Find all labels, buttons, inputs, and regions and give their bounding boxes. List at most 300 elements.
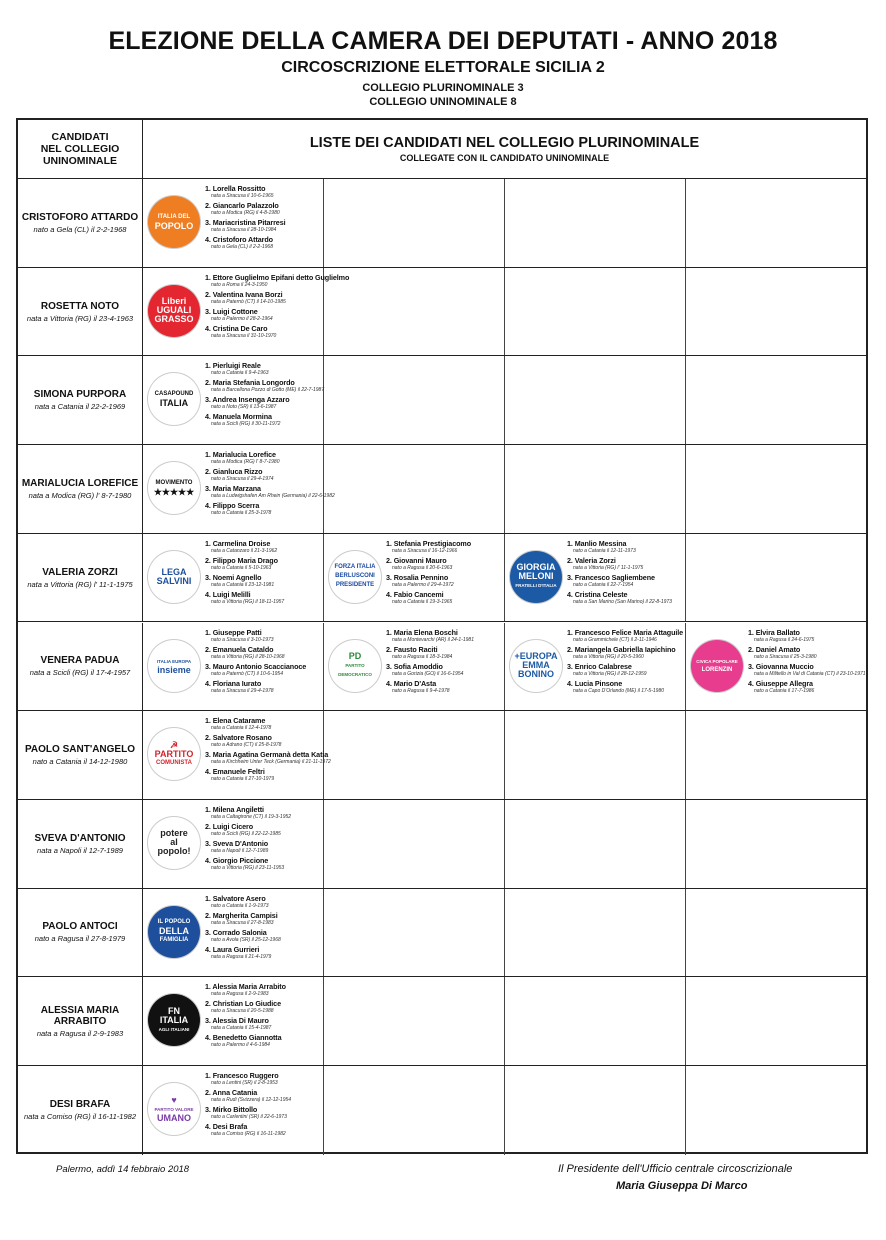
list-candidate-name: 2. Luigi Cicero <box>205 821 254 831</box>
list-cell <box>505 1066 686 1155</box>
list-candidate-birth: nato a Palermo il 4-6-1984 <box>211 1042 270 1049</box>
list-candidate-name: 1. Giuseppe Patti <box>205 627 262 637</box>
logo-text: DELLA <box>159 926 189 937</box>
list-candidate-birth: nata a Scicli (RG) il 30-11-1972 <box>211 421 281 428</box>
list-candidate-birth: nato a Ragusa il 20-6-1963 <box>392 564 453 571</box>
list-candidates <box>205 629 323 697</box>
list-candidate-name: 2. Margherita Campisi <box>205 910 278 920</box>
list-candidate-name: 1. Lorella Rossitto <box>205 184 266 193</box>
list-candidates <box>205 450 335 519</box>
list-candidates <box>567 540 685 608</box>
list-candidate-name: 3. Maria Agatina Germanà detta Katia <box>205 750 329 760</box>
list-candidate-birth: nato a Catania il 17-7-1986 <box>754 687 815 694</box>
list-candidate-birth: nato a Lentini (SR) il 2-8-1953 <box>211 1080 278 1086</box>
logo-text: GIORGIA <box>516 562 556 573</box>
candidate-name: ROSETTA NOTO <box>40 300 120 312</box>
candidate-row <box>18 889 866 978</box>
candidate-birth: nata a Ragusa il 2-9-1983 <box>36 1028 124 1038</box>
candidate-row <box>18 268 866 357</box>
list-candidate-name: 4. Cristoforo Attardo <box>205 235 273 244</box>
list-candidate-name: 1. Carmelina Droise <box>205 538 271 548</box>
list-candidate-name: 1. Salvatore Asero <box>205 893 266 903</box>
collegio-plurinominale: COLLEGIO PLURINOMINALE 3 <box>362 82 524 94</box>
candidate-name: SIMONA PURPORA <box>33 389 127 401</box>
logo-text: CIVICA POPOLARE <box>696 658 738 664</box>
list-cell <box>686 356 866 444</box>
list-candidate-birth: nata a Vittoria (RG) l' 11-1-1975 <box>573 564 644 571</box>
list-cell <box>505 623 686 711</box>
list-candidate-name: 2. Daniel Amato <box>748 644 801 654</box>
list-candidate-name: 3. Alessia Di Mauro <box>205 1016 269 1026</box>
casapound-logo <box>148 373 200 425</box>
list-candidate-birth: nata a Catania il 23-12-1981 <box>211 581 275 588</box>
list-candidates <box>386 540 504 608</box>
list-candidates <box>567 629 685 697</box>
candidate-birth: nata a Vittoria (RG) l' 11-1-1975 <box>27 579 133 589</box>
list-candidate-name: 2. Giancarlo Palazzolo <box>205 201 279 210</box>
list-candidate-birth: nata a Siracusa il 28-10-1984 <box>211 227 277 233</box>
collegio-uninominale: COLLEGIO UNINOMINALE 8 <box>369 96 517 108</box>
candidate-cell <box>18 356 143 444</box>
logo-text: PARTITO DEMOCRATICO <box>338 663 372 677</box>
logo-text: BERLUSCONI <box>335 573 375 580</box>
list-cell <box>686 711 866 799</box>
list-candidate-birth: nato a Vittoria (RG) il 28-12-1959 <box>573 670 647 677</box>
list-candidate-birth: nata a Gorizia (GO) il 16-6-1954 <box>392 670 464 677</box>
list-candidate-birth: nata a Siracusa il 10-6-1965 <box>211 193 274 199</box>
candidate-name: SVEVA D'ANTONIO <box>34 832 126 844</box>
logo-text: PARTITO <box>154 748 194 759</box>
list-candidate-birth: nata a Catania il 15-4-1987 <box>211 1025 272 1032</box>
list-candidate-name: 3. Corrado Salonia <box>205 927 267 937</box>
candidate-name: PAOLO ANTOCI <box>42 921 118 933</box>
list-candidate-birth: nato a Modica (RG) il 4-8-1980 <box>211 210 280 216</box>
list-candidate-name: 4. Filippo Scerra <box>205 501 260 511</box>
list-candidate-name: 3. Giovanna Muccio <box>748 661 814 671</box>
list-candidate-name: 4. Luigi Melilli <box>205 589 251 599</box>
partito-comunista-logo <box>148 728 200 780</box>
candidate-row <box>18 179 866 268</box>
list-candidate-birth: nato a Siracusa il 25-3-1980 <box>754 653 817 660</box>
piu-europa-logo <box>510 640 562 692</box>
list-candidate-birth: nato a Gela (CL) il 2-2-1968 <box>211 244 273 250</box>
document-title: ELEZIONE DELLA CAMERA DEI DEPUTATI - ANNO 2018 <box>108 27 778 55</box>
list-cell <box>143 711 331 799</box>
candidate-row <box>18 711 866 800</box>
list-candidate-name: 3. Andrea Insenga Azzaro <box>205 395 290 405</box>
candidate-name: DESI BRAFA <box>49 1099 111 1111</box>
candidate-birth: nata a Catania il 22-2-1969 <box>34 402 126 412</box>
ballot-table <box>16 118 868 1154</box>
logo-text: al <box>170 837 178 848</box>
list-candidate-name: 4. Benedetto Giannotta <box>205 1033 282 1043</box>
logo-text: COMUNISTA <box>156 759 192 766</box>
list-candidate-birth: nato a Vittoria (RG) il 18-11-1957 <box>211 598 285 605</box>
logo-text: UGUALI <box>156 305 192 316</box>
candidate-row <box>18 1066 866 1155</box>
logo-text: FN <box>168 1005 180 1016</box>
list-candidate-birth: nato a Paternò (CT) il 10-6-1954 <box>211 670 283 677</box>
logo-text: SALVINI <box>156 575 192 586</box>
list-candidate-name: 1. Alessia Maria Arrabito <box>205 982 286 992</box>
list-cell <box>505 268 686 356</box>
list-cell <box>143 268 350 356</box>
list-cell <box>686 445 866 533</box>
list-candidate-birth: nata a Paternò (CT) il 14-10-1985 <box>211 298 286 305</box>
list-cell <box>324 977 505 1065</box>
lega-salvini-logo <box>148 551 200 603</box>
logo-text: MELONI <box>518 571 554 582</box>
list-cell <box>686 623 866 711</box>
candidate-birth: nata a Scicli (RG) il 17-4-1957 <box>29 668 131 678</box>
list-cell <box>324 534 505 622</box>
list-cell <box>324 711 505 799</box>
list-cell <box>324 623 505 711</box>
list-cell <box>143 445 335 533</box>
list-candidates <box>205 272 350 342</box>
list-candidate-name: 3. Mariacristina Pitarresi <box>205 218 286 227</box>
logo-text: IL POPOLO <box>157 919 191 926</box>
italia-agli-italiani-logo <box>148 994 200 1046</box>
list-candidate-birth: nata a Comiso (RG) il 16-11-1982 <box>211 1131 286 1137</box>
list-candidate-name: 1. Ettore Guglielmo Epifani detto Guglielmo <box>205 272 350 282</box>
list-candidates <box>386 629 504 697</box>
candidate-cell <box>18 445 143 533</box>
list-cell <box>505 356 686 444</box>
list-candidate-name: 2. Salvatore Rosano <box>205 733 272 743</box>
logo-text: BONINO <box>518 669 554 679</box>
candidate-birth: nata a Vittoria (RG) il 23-4-1963 <box>26 313 134 323</box>
logo-text: LORENZIN <box>701 666 733 673</box>
list-candidate-birth: nata a San Marino (San Marino) il 22-8-1973 <box>573 598 672 605</box>
list-candidate-birth: nata a Montevarchi (AR) il 24-1-1981 <box>392 636 474 643</box>
list-cell <box>324 445 505 533</box>
candidate-row <box>18 356 866 445</box>
list-cell <box>686 179 866 267</box>
logo-text: LEGA <box>161 566 187 577</box>
candidate-birth: nata a Napoli il 12-7-1989 <box>37 845 123 855</box>
list-candidate-name: 4. Cristina Celeste <box>567 589 628 599</box>
list-cell <box>324 268 505 356</box>
list-candidates <box>748 629 866 697</box>
candidate-cell <box>18 534 143 622</box>
list-candidate-name: 1. Maria Elena Boschi <box>386 627 458 637</box>
list-candidate-birth: nato a Noto (SR) il 13-6-1987 <box>211 404 277 411</box>
candidate-cell <box>18 268 143 356</box>
list-candidate-name: 4. Mario D'Asta <box>386 678 437 688</box>
list-candidate-name: 3. Mauro Antonio Scaccianoce <box>205 661 307 671</box>
list-cell <box>505 800 686 888</box>
list-candidate-name: 4. Lucia Pinsone <box>567 678 623 688</box>
list-candidate-name: 2. Valeria Zorzi <box>567 555 616 565</box>
logo-text: UMANO <box>157 1112 191 1123</box>
list-candidates <box>205 362 323 430</box>
logo-text: Liberi <box>161 296 187 307</box>
list-candidate-name: 3. Francesco Sagliembene <box>567 572 655 582</box>
list-candidate-name: 2. Filippo Maria Drago <box>205 555 278 565</box>
list-candidates <box>205 895 323 963</box>
list-candidate-birth: nato a Avola (SR) il 25-12-1968 <box>211 936 281 943</box>
list-candidate-name: 2. Valentina Ivana Borzi <box>205 289 283 299</box>
list-candidate-name: 4. Emanuele Feltri <box>205 767 265 777</box>
list-candidate-birth: nato a Adrano (CT) il 25-8-1978 <box>211 742 282 749</box>
candidate-row <box>18 445 866 534</box>
list-candidate-name: 2. Fausto Raciti <box>386 644 438 654</box>
list-cell <box>143 623 324 711</box>
left-column-header: CANDIDATI NEL COLLEGIO UNINOMINALE <box>18 120 143 179</box>
logo-text: ★★★★★ <box>153 487 195 498</box>
logo-text: PARTITO VALORE <box>154 1106 194 1112</box>
list-candidate-birth: nata a Siracusa il 31-10-1970 <box>211 332 277 339</box>
list-cell <box>143 356 324 444</box>
list-candidate-name: 4. Giorgio Piccione <box>205 855 269 865</box>
place-date: Palermo, addì 14 febbraio 2018 <box>56 1164 190 1175</box>
list-candidate-birth: nato a Catania il 5-10-1963 <box>211 564 272 571</box>
list-cell <box>143 179 324 267</box>
partito-democratico-logo <box>329 640 381 692</box>
list-candidate-name: 3. Maria Marzana <box>205 484 261 494</box>
logo-text: PRESIDENTE <box>335 582 375 589</box>
list-candidate-name: 3. Luigi Cottone <box>205 306 258 316</box>
list-candidate-name: 1. Manlio Messina <box>567 538 627 548</box>
candidate-cell <box>18 889 143 977</box>
list-candidate-birth: nata a Palermo il 29-4-1972 <box>392 581 454 588</box>
candidate-row <box>18 623 866 712</box>
list-candidate-name: 4. Desi Brafa <box>205 1122 248 1131</box>
list-candidate-birth: nato a Catania il 22-7-1954 <box>573 581 634 588</box>
list-candidate-birth: nato a Roma il 24-3-1950 <box>211 281 268 288</box>
potere-al-popolo-logo <box>148 817 200 869</box>
list-candidate-name: 1. Pierluigi Reale <box>205 361 261 371</box>
list-cell <box>143 1066 324 1155</box>
list-cell <box>143 800 324 888</box>
logo-text: EMMA <box>522 660 550 670</box>
logo-text: CASAPOUND <box>154 391 194 398</box>
list-cell <box>324 800 505 888</box>
logo-text: popolo! <box>157 846 191 857</box>
list-candidate-birth: nato a Vittoria (RG) il 23-11-1953 <box>211 864 285 871</box>
fratelli-d-italia-logo <box>510 551 562 603</box>
logo-text: FORZA ITALIA <box>334 564 376 571</box>
list-candidate-name: 4. Giuseppe Allegra <box>748 678 813 688</box>
candidate-birth: nata a Modica (RG) l' 8-7-1980 <box>28 490 132 500</box>
candidate-cell <box>18 977 143 1065</box>
signature-title: Il Presidente dell'Ufficio centrale circoscrizionale <box>558 1163 793 1175</box>
candidate-birth: nata a Comiso (RG) il 16-11-1982 <box>24 1112 136 1122</box>
candidate-cell <box>18 1066 143 1155</box>
list-candidate-name: 3. Mirko Bittollo <box>205 1105 258 1114</box>
liberi-e-uguali-logo <box>148 285 200 337</box>
list-cell <box>505 711 686 799</box>
list-candidate-name: 4. Fabio Cancemi <box>386 589 444 599</box>
list-candidate-birth: nata a Siracusa il 16-12-1966 <box>392 547 458 554</box>
list-candidate-birth: nata a Caltagirone (CT) il 19-3-1952 <box>211 813 292 820</box>
logo-text: ITALIA EUROPA <box>156 658 192 664</box>
list-cell <box>686 977 866 1065</box>
logo-text: ITALIA <box>159 1014 189 1025</box>
list-candidate-birth: nata a Catanzaro il 21-3-1962 <box>211 547 278 554</box>
list-candidates <box>205 716 331 785</box>
list-cell <box>505 179 686 267</box>
list-candidate-name: 1. Elvira Ballato <box>748 627 800 637</box>
logo-text: insieme <box>157 664 191 675</box>
list-cell <box>324 889 505 977</box>
list-candidate-birth: nato a Scicli (RG) il 22-12-1985 <box>211 830 281 837</box>
list-cell <box>505 534 686 622</box>
list-candidate-name: 3. Enrico Calabrese <box>567 661 632 671</box>
list-cell <box>324 1066 505 1155</box>
list-cell <box>686 1066 866 1155</box>
candidate-birth: nato a Catania il 14-12-1980 <box>32 757 128 767</box>
candidate-name: ALESSIA MARIA ARRABITO <box>40 1004 120 1027</box>
list-candidate-name: 2. Emanuela Cataldo <box>205 644 274 654</box>
logo-text: potere <box>160 828 188 839</box>
list-candidate-birth: nata a Siracusa il 27-8-1983 <box>211 919 274 926</box>
candidate-birth: nato a Gela (CL) il 2-2-1968 <box>33 224 127 234</box>
candidate-cell <box>18 711 143 799</box>
logo-text: POPOLO <box>154 221 194 231</box>
list-candidate-birth: nata a Ragusa il 2-9-1983 <box>211 991 269 998</box>
list-cell <box>686 889 866 977</box>
list-candidate-birth: nata a Vittoria (RG) il 28-10-1968 <box>211 653 285 660</box>
list-candidate-name: 4. Laura Gurrieri <box>205 944 260 954</box>
list-candidate-birth: nata a Catania il 12-4-1978 <box>211 725 272 732</box>
list-candidate-name: 2. Gianluca Rizzo <box>205 467 263 477</box>
list-cell <box>686 268 866 356</box>
list-candidates <box>205 806 323 874</box>
list-candidates <box>205 540 323 608</box>
list-candidate-birth: nata a Vittoria (RG) il 20-5-1960 <box>573 653 644 660</box>
list-candidate-birth: nata a Capo D'Orlando (ME) il 17-5-1980 <box>573 687 665 694</box>
italia-europa-insieme-logo <box>148 640 200 692</box>
list-candidates <box>205 1072 323 1140</box>
list-candidate-birth: nata a Barcellona Pozzo di Gotto (ME) il 22-7-1987 <box>211 387 325 394</box>
candidate-name: MARIALUCIA LOREFICE <box>21 477 139 489</box>
list-candidate-birth: nato a Catania il 19-3-1965 <box>392 598 453 605</box>
list-candidate-name: 2. Anna Catania <box>205 1088 258 1097</box>
forza-italia-logo <box>329 551 381 603</box>
list-candidate-birth: nata a Napoli il 12-7-1989 <box>211 847 269 854</box>
list-candidate-birth: nata a Modica (RG) l' 8-7-1980 <box>211 459 280 466</box>
list-candidate-name: 1. Elena Catarame <box>205 716 266 726</box>
diventera-bellissima-logo <box>148 196 200 248</box>
list-candidate-name: 1. Stefania Prestigiacomo <box>386 538 471 548</box>
candidate-cell <box>18 623 143 711</box>
list-candidate-birth: nata a Militello in Val di Catania (CT) il 23-10-1971 <box>754 670 866 677</box>
list-candidate-birth: nato a Siracusa il 20-5-1988 <box>211 1008 274 1015</box>
right-header-subtitle: COLLEGATE CON IL CANDIDATO UNINOMINALE <box>399 153 610 163</box>
list-cell <box>505 445 686 533</box>
list-candidate-name: 4. Floriana Iurato <box>205 678 262 688</box>
list-candidate-birth: nata a Ragusa il 21-4-1979 <box>211 953 272 960</box>
list-candidate-name: 1. Marialucia Lorefice <box>205 450 276 460</box>
logo-text: ITALIA DEL <box>157 214 191 220</box>
candidate-name: PAOLO SANT'ANGELO <box>25 744 135 756</box>
list-candidate-birth: nato a Siracusa il 3-10-1973 <box>211 636 274 643</box>
list-candidate-name: 3. Noemi Agnello <box>205 572 262 582</box>
logo-text: +EUROPA <box>514 651 558 661</box>
list-cell <box>143 889 324 977</box>
logo-text: FRATELLI D'ITALIA <box>515 583 557 589</box>
list-candidate-birth: nato a Catania il 1-9-1973 <box>211 902 269 909</box>
logo-text: ITALIA <box>159 398 189 409</box>
list-candidate-name: 3. Sveva D'Antonio <box>205 838 269 848</box>
list-candidate-name: 3. Rosalia Pennino <box>386 572 449 582</box>
candidate-row <box>18 534 866 623</box>
movimento-5-stelle-logo <box>148 462 200 514</box>
list-candidates <box>205 185 323 253</box>
list-cell <box>324 179 505 267</box>
candidate-row <box>18 800 866 889</box>
document-subtitle: CIRCOSCRIZIONE ELETTORALE SICILIA 2 <box>281 59 605 76</box>
candidate-cell <box>18 800 143 888</box>
list-candidate-birth: nata a Ragusa il 24-6-1975 <box>754 636 815 643</box>
list-candidate-birth: nato a Catania il 12-11-1973 <box>573 547 636 554</box>
candidate-name: VENERA PADUA <box>40 655 120 667</box>
logo-text: GRASSO <box>154 314 194 325</box>
logo-text: FAMIGLIA <box>159 937 189 944</box>
list-cell <box>686 800 866 888</box>
list-cell <box>143 534 324 622</box>
civica-popolare-logo <box>691 640 743 692</box>
list-candidate-birth: nato a Grammichele (CT) il 2-11-1946 <box>573 636 657 643</box>
list-candidate-name: 3. Sofia Amoddio <box>386 661 443 671</box>
list-candidates <box>205 983 323 1051</box>
list-candidate-birth: nato a Siracusa il 29-4-1974 <box>211 476 274 483</box>
list-candidate-name: 1. Milena Angiletti <box>205 804 264 814</box>
candidate-birth: nato a Ragusa il 27-8-1979 <box>34 934 126 944</box>
list-candidate-birth: nato a Carlentini (SR) il 22-6-1973 <box>211 1114 287 1120</box>
signature-name: Maria Giuseppa Di Marco <box>616 1180 748 1192</box>
candidate-name: CRISTOFORO ATTARDO <box>21 211 139 223</box>
list-candidate-name: 4. Cristina De Caro <box>205 323 268 333</box>
candidate-name: VALERIA ZORZI <box>42 566 118 578</box>
list-candidate-birth: nato a Catania il 25-3-1978 <box>211 510 272 517</box>
logo-text: PD <box>348 651 362 661</box>
list-cell <box>324 356 505 444</box>
right-header-title: LISTE DEI CANDIDATI NEL COLLEGIO PLURINOMINALE <box>309 135 700 151</box>
partito-valore-umano-logo <box>148 1083 200 1135</box>
logo-text: ☭ <box>169 739 179 750</box>
list-candidate-name: 2. Christian Lo Giudice <box>205 999 281 1009</box>
list-candidate-birth: nata a Ludwigshafen Am Rhein (Germania) il 22-6-1982 <box>211 493 335 500</box>
list-candidate-birth: nato a Ragusa il 18-3-1984 <box>392 653 453 660</box>
list-candidate-birth: nato a Catania il 9-4-1963 <box>211 370 269 377</box>
list-cell <box>686 534 866 622</box>
list-cell <box>505 977 686 1065</box>
list-candidate-birth: nato a Catania il 27-10-1979 <box>211 776 275 783</box>
list-candidate-birth: nata a Kirchheim Unter Teck (Germania) il 21-11-1972 <box>211 759 331 766</box>
logo-text: ♥ <box>171 1094 177 1105</box>
right-column-header <box>143 120 866 179</box>
logo-text: MOVIMENTO <box>155 480 193 487</box>
list-candidate-birth: nata a Siracusa il 29-4-1978 <box>211 687 274 694</box>
list-candidate-birth: nato a Palermo il 28-2-1964 <box>211 315 273 322</box>
list-cell <box>505 889 686 977</box>
candidate-cell <box>18 179 143 267</box>
list-candidate-birth: nato a Ragusa il 9-4-1978 <box>392 687 450 694</box>
popolo-della-famiglia-logo <box>148 906 200 958</box>
list-candidate-name: 2. Giovanni Mauro <box>386 555 447 565</box>
list-candidate-name: 1. Francesco Felice Maria Attaguile <box>567 627 684 637</box>
list-candidate-name: 2. Maria Stefania Longordo <box>205 378 295 388</box>
list-cell <box>143 977 324 1065</box>
list-candidate-name: 1. Francesco Ruggero <box>205 1071 279 1080</box>
list-candidate-name: 4. Manuela Mormina <box>205 412 272 422</box>
candidate-row <box>18 977 866 1066</box>
list-candidate-name: 2. Mariangela Gabriella Iapichino <box>567 644 676 654</box>
logo-text: AGLI ITALIANI <box>158 1026 190 1032</box>
